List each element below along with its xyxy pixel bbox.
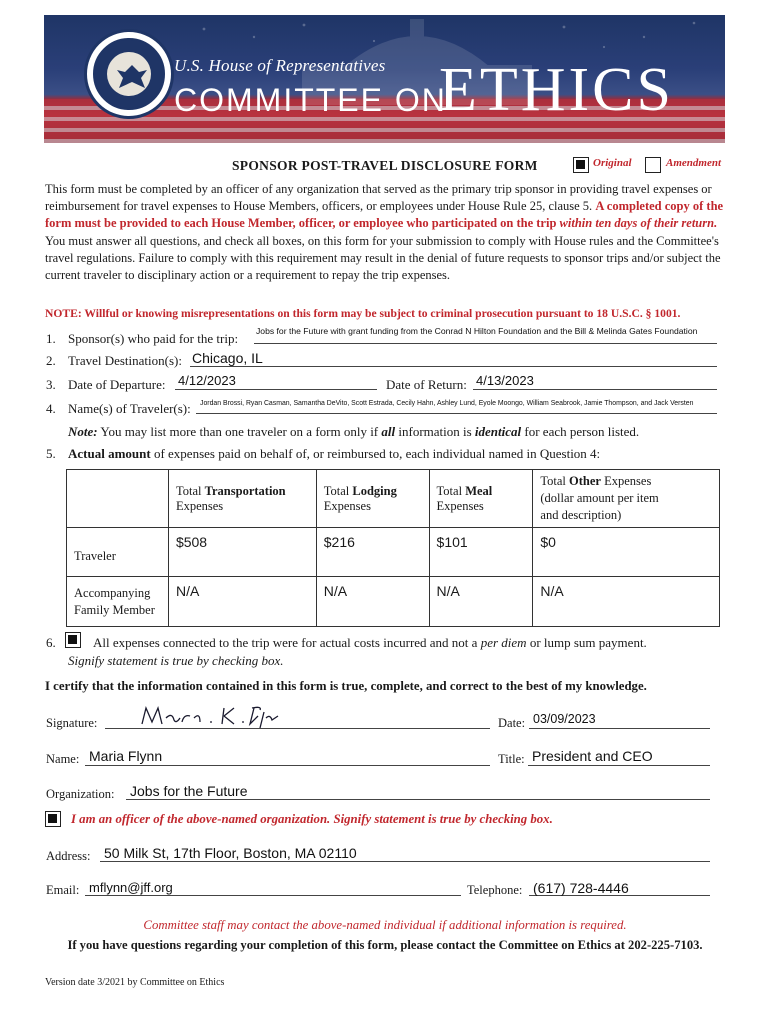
officer-statement: I am an officer of the above-named organization. Signify statement is true by checking box.	[71, 812, 553, 826]
q6-statement: All expenses connected to the trip were for actual costs incurred and not a per diem or lump sum payment.	[93, 635, 647, 650]
q5-label: Actual amount of expenses paid on behalf of, or reimbursed to, each individual named in Question 4:	[68, 446, 601, 461]
row-label-traveler: Traveler	[67, 528, 169, 577]
intro-red-text: A completed copy of the form must be provided to each House Member, officer, or employee who participated on the trip	[45, 199, 724, 231]
sponsor-field[interactable]: Jobs for the Future with grant funding from the Conrad N Hilton Foundation and the Bill & Melinda Gates Foundation	[256, 326, 698, 336]
questions-note: If you have questions regarding your completion of this form, please contact the Committee on Ethics at 202-225-7103.	[67, 938, 703, 952]
signature-label: Signature:	[46, 716, 98, 730]
transport-header: Total Transportation Expenses	[168, 470, 316, 528]
table-header-row	[67, 470, 720, 528]
date-label: Date:	[498, 716, 526, 730]
q4-label: Name(s) of Traveler(s):	[68, 401, 191, 416]
q4-note: Note: You may list more than one traveler on a form only if all information is identical for each person listed.	[68, 424, 640, 439]
table-row	[67, 528, 720, 577]
departure-date-field[interactable]: 4/12/2023	[178, 373, 236, 388]
expenses-table	[66, 469, 720, 627]
form-title: SPONSOR POST-TRAVEL DISCLOSURE FORM	[232, 158, 538, 173]
original-label: Original	[593, 157, 632, 169]
name-label: Name:	[46, 752, 80, 766]
contact-note: Committee staff may contact the above-named individual if additional information is required.	[143, 918, 627, 932]
intro-paragraph	[45, 181, 725, 284]
family-meal-cell[interactable]: N/A	[429, 577, 533, 627]
signature-image	[138, 702, 288, 732]
email-label: Email:	[46, 883, 80, 897]
family-other-cell[interactable]: N/A	[533, 577, 720, 627]
amendment-label: Amendment	[666, 157, 722, 169]
certify-statement: I certify that the information contained in this form is true, complete, and correct to the best of my knowledge.	[45, 679, 647, 693]
intro-rest-text: You must answer all questions, and check all boxes, on this form for your submission to comply with House rules and the Committee's travel regulations. Failure to comply with this requirement may result in the denial of future requests to sponsor trips and/or subject the current traveler to disciplinary action or a requirement to repay the trip expenses.	[45, 233, 721, 283]
banner-subtitle: U.S. House of Representatives	[174, 56, 386, 75]
house-seal	[84, 29, 174, 119]
original-checkbox[interactable]	[573, 157, 589, 173]
other-header: Total Other Expenses (dollar amount per item and description)	[533, 470, 720, 528]
family-lodging-cell[interactable]: N/A	[316, 577, 429, 627]
return-date-field[interactable]: 4/13/2023	[476, 373, 534, 388]
q3-number: 3.	[46, 377, 56, 392]
intro-red-deadline: within ten days of their return.	[559, 216, 718, 231]
destination-field[interactable]: Chicago, IL	[192, 350, 263, 366]
address-label: Address:	[46, 849, 91, 863]
organization-field[interactable]: Jobs for the Future	[130, 783, 248, 799]
email-field[interactable]: mflynn@jff.org	[89, 880, 173, 895]
q5-number: 5.	[46, 446, 56, 461]
telephone-field[interactable]: (617) 728-4446	[533, 880, 629, 896]
table-row	[67, 577, 720, 627]
traveler-lodging-cell[interactable]: $216	[316, 528, 429, 577]
title-label: Title:	[498, 752, 525, 766]
meal-header: Total Meal Expenses	[429, 470, 533, 528]
header-banner	[44, 15, 725, 143]
telephone-label: Telephone:	[467, 883, 523, 897]
q3-label: Date of Departure:	[68, 377, 166, 392]
q6-signify: Signify statement is true by checking box.	[68, 653, 284, 668]
lodging-header: Total Lodging Expenses	[316, 470, 429, 528]
traveler-transport-cell[interactable]: $508	[168, 528, 316, 577]
eagle-icon	[87, 32, 177, 122]
officer-checkbox[interactable]	[45, 811, 61, 827]
title-field[interactable]: President and CEO	[532, 748, 653, 764]
version-date: Version date 3/2021 by Committee on Ethics	[45, 977, 225, 988]
q2-number: 2.	[46, 353, 56, 368]
traveler-meal-cell[interactable]: $101	[429, 528, 533, 577]
traveler-other-cell[interactable]: $0	[533, 528, 720, 577]
intro-text: This form must be completed by an officer of any organization that served as the primary trip sponsor in providing travel expenses or reimbursement for travel expenses to House Members, officers, or employees under House Rule 25, clause 5.	[45, 182, 712, 214]
address-field[interactable]: 50 Milk St, 17th Floor, Boston, MA 02110	[104, 845, 357, 861]
banner-committee: COMMITTEE ON	[174, 82, 447, 118]
travelers-field[interactable]: Jordan Brossi, Ryan Casman, Samantha DeVito, Scott Estrada, Cecily Hahn, Ashley Lund, Eyole Moongo, William Seabrook, Jamie Thompson, and Jack Versten	[200, 400, 694, 407]
name-field[interactable]: Maria Flynn	[89, 748, 163, 764]
date-field[interactable]: 03/09/2023	[533, 712, 596, 726]
amendment-checkbox[interactable]	[645, 157, 661, 173]
row-label-family: Accompanying Family Member	[67, 577, 169, 627]
q1-number: 1.	[46, 331, 56, 346]
q4-number: 4.	[46, 401, 56, 416]
q1-label: Sponsor(s) who paid for the trip:	[68, 331, 239, 346]
organization-label: Organization:	[46, 787, 115, 801]
return-date-label: Date of Return:	[386, 377, 467, 392]
family-transport-cell[interactable]: N/A	[168, 577, 316, 627]
banner-ethics: ETHICS	[439, 56, 674, 124]
q6-number: 6.	[46, 635, 56, 650]
q2-label: Travel Destination(s):	[68, 353, 182, 368]
warning-note: NOTE: Willful or knowing misrepresentations on this form may be subject to criminal prosecution pursuant to 18 U.S.C. § 1001.	[45, 307, 681, 320]
q6-checkbox[interactable]	[65, 632, 81, 648]
